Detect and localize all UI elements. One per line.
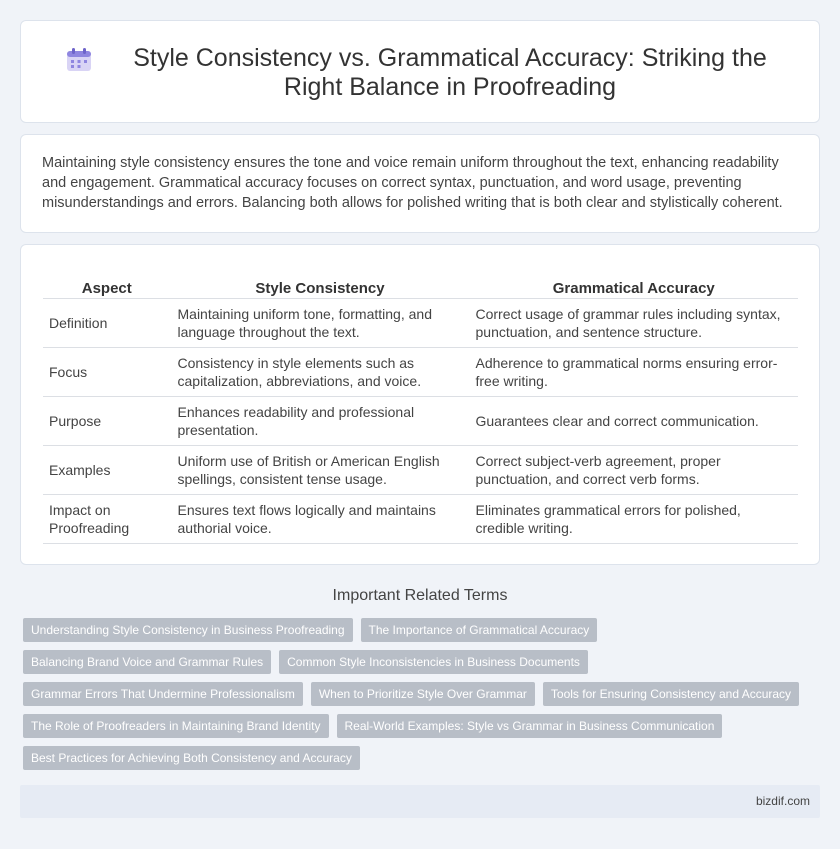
footer-site-link[interactable]: bizdif.com <box>755 794 810 808</box>
table-cell: Correct usage of grammar rules including syntax, punctuation, and sentence structure. <box>469 298 798 347</box>
column-header: Grammatical Accuracy <box>469 275 798 298</box>
related-term-tag[interactable]: When to Prioritize Style Over Grammar <box>311 682 535 706</box>
table-row <box>43 347 798 396</box>
footer <box>20 785 820 818</box>
table-row <box>43 396 798 445</box>
table-cell: Consistency in style elements such as capitalization, abbreviations, and voice. <box>171 347 469 396</box>
page-title: Style Consistency vs. Grammatical Accuracy: Striking the Right Balance in Proofreading <box>133 44 767 101</box>
table-cell: Adherence to grammatical norms ensuring error-free writing. <box>469 347 798 396</box>
related-term-tag[interactable]: The Role of Proofreaders in Maintaining Brand Identity <box>23 714 329 738</box>
table-cell: Eliminates grammatical errors for polished, credible writing. <box>469 494 798 543</box>
table-cell: Guarantees clear and correct communication. <box>469 396 798 445</box>
table-row <box>43 298 798 347</box>
related-term-tag[interactable]: Understanding Style Consistency in Business Proofreading <box>23 618 353 642</box>
table-cell: Maintaining uniform tone, formatting, and language throughout the text. <box>171 298 469 347</box>
related-term-tag[interactable]: The Importance of Grammatical Accuracy <box>361 618 598 642</box>
related-term-tag[interactable]: Best Practices for Achieving Both Consistency and Accuracy <box>23 746 360 770</box>
intro-card <box>20 134 820 233</box>
table-cell: Impact on Proofreading <box>43 494 171 543</box>
table-cell: Examples <box>43 445 171 494</box>
table-row <box>43 494 798 543</box>
comparison-table-card <box>20 244 820 565</box>
table-cell: Purpose <box>43 396 171 445</box>
column-header: Aspect <box>43 275 171 298</box>
column-header: Style Consistency <box>171 275 469 298</box>
related-term-tag[interactable]: Tools for Ensuring Consistency and Accuracy <box>543 682 799 706</box>
comparison-table <box>43 275 798 544</box>
title-card <box>20 20 820 123</box>
table-cell: Enhances readability and professional presentation. <box>171 396 469 445</box>
table-cell: Ensures text flows logically and maintains authorial voice. <box>171 494 469 543</box>
related-terms-list <box>23 618 803 778</box>
table-row <box>43 445 798 494</box>
table-cell: Correct subject-verb agreement, proper punctuation, and correct verb forms. <box>469 445 798 494</box>
related-term-tag[interactable]: Real-World Examples: Style vs Grammar in Business Communication <box>337 714 723 738</box>
intro-paragraph: Maintaining style consistency ensures the tone and voice remain uniform throughout the text, enhancing readability and engagement. Grammatical accuracy focuses on correct syntax, punctuation, and word usage, preventing misunderstandings and errors. Balancing both allows for polished writing that is both clear and stylistically coherent. <box>42 155 783 211</box>
related-term-tag[interactable]: Balancing Brand Voice and Grammar Rules <box>23 650 271 674</box>
related-terms-heading: Important Related Terms <box>332 587 508 604</box>
table-cell: Focus <box>43 347 171 396</box>
table-cell: Definition <box>43 298 171 347</box>
table-header-row <box>43 275 798 298</box>
related-term-tag[interactable]: Common Style Inconsistencies in Business Documents <box>279 650 588 674</box>
related-term-tag[interactable]: Grammar Errors That Undermine Professionalism <box>23 682 303 706</box>
table-cell: Uniform use of British or American English spellings, consistent tense usage. <box>171 445 469 494</box>
